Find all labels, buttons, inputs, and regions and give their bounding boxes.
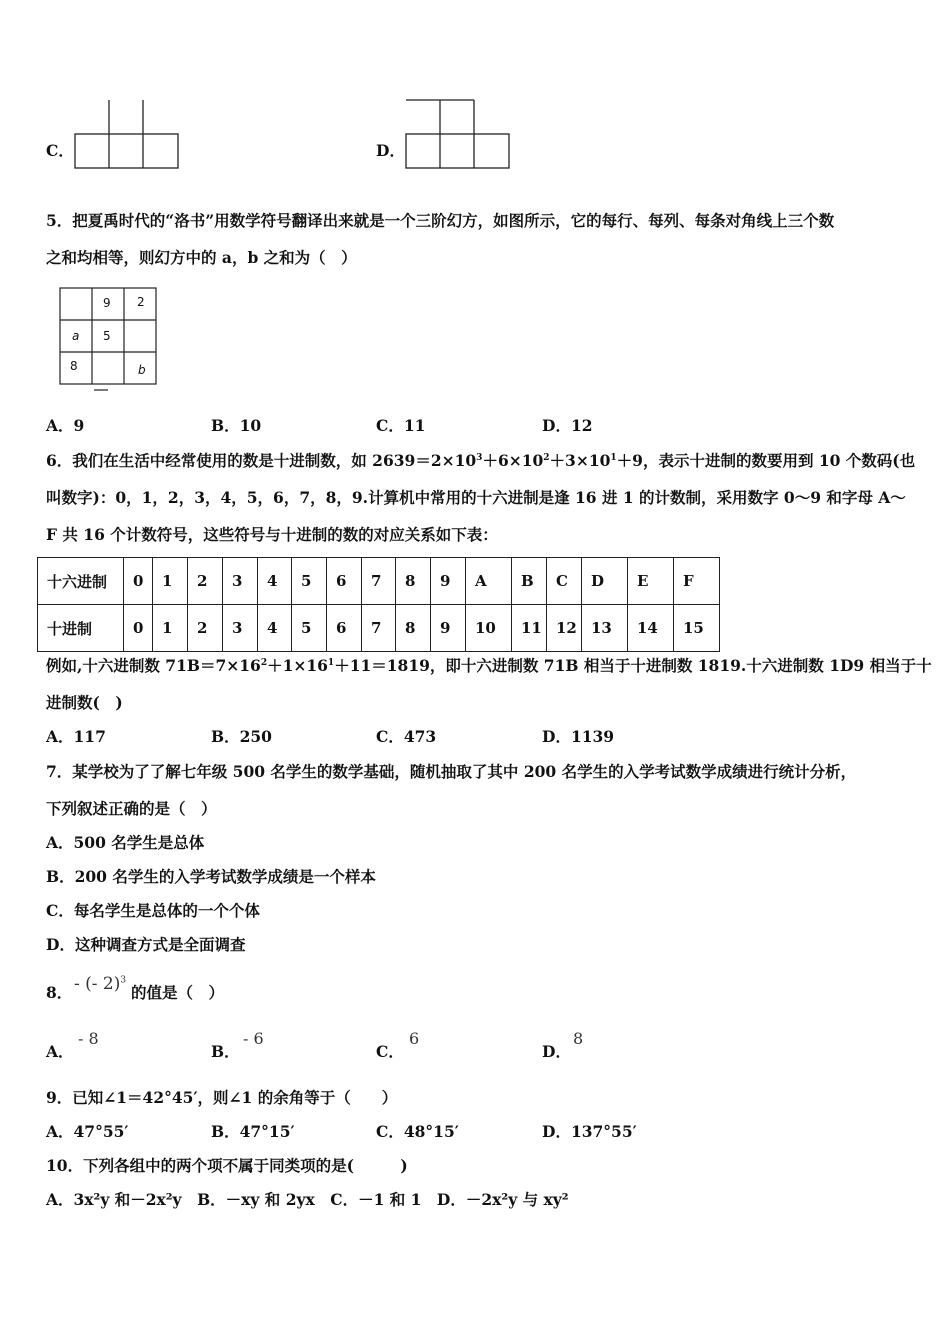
q6-option-b[interactable]: B．250 [211,727,272,746]
table-cell: 13 [582,605,628,652]
table-cell: 0 [124,605,153,652]
table-cell: 9 [431,605,466,652]
q5-stem-line2: 之和均相等，则幻方中的 a，b 之和为（ ） [46,248,357,267]
q9-option-c[interactable]: C．48°15′ [376,1122,459,1141]
q8-expression: - (- 2)$^3$ [74,974,127,994]
q7-stem-line1: 7．某学校为了了解七年级 500 名学生的数学基础，随机抽取了其中 200 名学生的入学考试数学成绩进行统计分析， [46,762,857,781]
q9-option-a[interactable]: A．47°55′ [46,1122,129,1141]
q5-cell-r2c1: a [72,329,80,343]
table-cell: 6 [327,558,362,605]
table-header-hex: 十六进制 [38,558,124,605]
table-cell: B [512,558,547,605]
table-cell: 3 [223,558,258,605]
table-header-decimal: 十进制 [38,605,124,652]
table-row-hex [38,558,720,605]
q6-stem-line3: F 共 16 个计数符号，这些符号与十进制的数的对应关系如下表： [46,525,498,544]
q5-option-c[interactable]: C．11 [376,416,426,435]
table-cell: A [466,558,512,605]
q9-option-b[interactable]: B．47°15′ [211,1122,295,1141]
q7-option-a[interactable]: A．500 名学生是总体 [46,833,205,852]
table-cell: 7 [362,558,396,605]
q5-option-d[interactable]: D．12 [542,416,593,435]
table-cell: C [547,558,582,605]
q4-option-c-label: C． [46,141,74,160]
table-cell: 0 [124,558,153,605]
q6-option-c[interactable]: C．473 [376,727,437,746]
table-cell: 15 [674,605,720,652]
q6-option-d[interactable]: D．1139 [542,727,615,746]
q9-stem: 9．已知∠1＝42°45′，则∠1 的余角等于（ ） [46,1088,398,1107]
table-row-decimal [38,605,720,652]
q6-hex-decimal-table [37,557,720,652]
table-cell: 8 [396,558,431,605]
table-cell: 3 [223,605,258,652]
table-cell: D [582,558,628,605]
q6-stem-line1: 6．我们在生活中经常使用的数是十进制数，如 $2639=2\times 10^3+6\times 10^2+3\times 10^1+9$，表示十进制的数要用到 10 个数码(也 [46,451,916,470]
table-cell: 2 [188,605,223,652]
q8-option-b-label[interactable]: B． [211,1042,240,1061]
q10-stem: 10．下列各组中的两个项不属于同类项的是( ) [46,1156,408,1175]
table-cell: 7 [362,605,396,652]
q4-option-c-figure [70,96,185,176]
q7-option-c[interactable]: C．每名学生是总体的一个个体 [46,901,260,920]
table-cell: 5 [292,558,327,605]
table-cell: 1 [153,558,188,605]
q6-example-line2: 进制数( ) [46,693,123,712]
table-cell: 9 [431,558,466,605]
q8-stem-tail: 的值是（ ） [131,983,225,1002]
q5-cell-r3c1: 8 [70,359,78,373]
q8-option-b-value: - 6 [243,1029,264,1048]
q5-cell-r2c2: 5 [103,329,111,343]
q8-option-c-label[interactable]: C． [376,1042,404,1061]
q6-option-a[interactable]: A．117 [46,727,106,746]
q5-option-b[interactable]: B．10 [211,416,262,435]
table-cell: E [628,558,674,605]
table-cell: 2 [188,558,223,605]
table-cell: 14 [628,605,674,652]
q8-number: 8． [46,983,73,1002]
q7-option-d[interactable]: D．这种调查方式是全面调查 [46,935,246,954]
table-cell: 8 [396,605,431,652]
table-cell: 4 [258,605,292,652]
table-cell: 6 [327,605,362,652]
table-cell: F [674,558,720,605]
table-cell: 5 [292,605,327,652]
q8-option-d-label[interactable]: D． [542,1042,571,1061]
q9-option-d[interactable]: D．137°55′ [542,1122,637,1141]
q8-option-a-label[interactable]: A． [46,1042,74,1061]
table-cell: 11 [512,605,547,652]
q6-stem-line2: 叫数字)：0，1，2，3，4，5，6，7，8，9.计算机中常用的十六进制是逢 16 进 1 的计数制，采用数字 0～9 和字母 A～ [46,488,906,507]
q5-cell-r1c3: 2 [137,295,145,309]
q8-option-c-value: 6 [409,1029,420,1048]
q10-options[interactable]: A．3x²y 和－2x²y B．－xy 和 2yx C．－1 和 1 D．－2x²y 与 xy² [46,1190,569,1209]
q5-cell-r3c3: b [138,363,146,377]
q7-stem-line2: 下列叙述正确的是（ ） [46,799,217,818]
q4-option-d-figure [400,96,515,176]
q4-option-d-label: D． [376,141,405,160]
q6-example-line1: 例如,十六进制数 $71B=7\times 16^2+1\times 16^1+11=1819$，即十六进制数 71B 相当于十进制数 1819.十六进制数 1D9 相当于十 [46,656,932,675]
q7-option-b[interactable]: B．200 名学生的入学考试数学成绩是一个样本 [46,867,376,886]
table-cell: 4 [258,558,292,605]
table-cell: 12 [547,605,582,652]
table-cell: 10 [466,605,512,652]
q5-option-a[interactable]: A．9 [46,416,85,435]
q5-stem-line1: 5．把夏禹时代的“洛书”用数学符号翻译出来就是一个三阶幻方，如图所示，它的每行、每列、每条对角线上三个数 [46,211,835,230]
q5-cell-r1c2: 9 [103,296,111,310]
table-cell: 1 [153,605,188,652]
q8-option-a-value: - 8 [78,1029,99,1048]
q8-option-d-value: 8 [573,1029,584,1048]
